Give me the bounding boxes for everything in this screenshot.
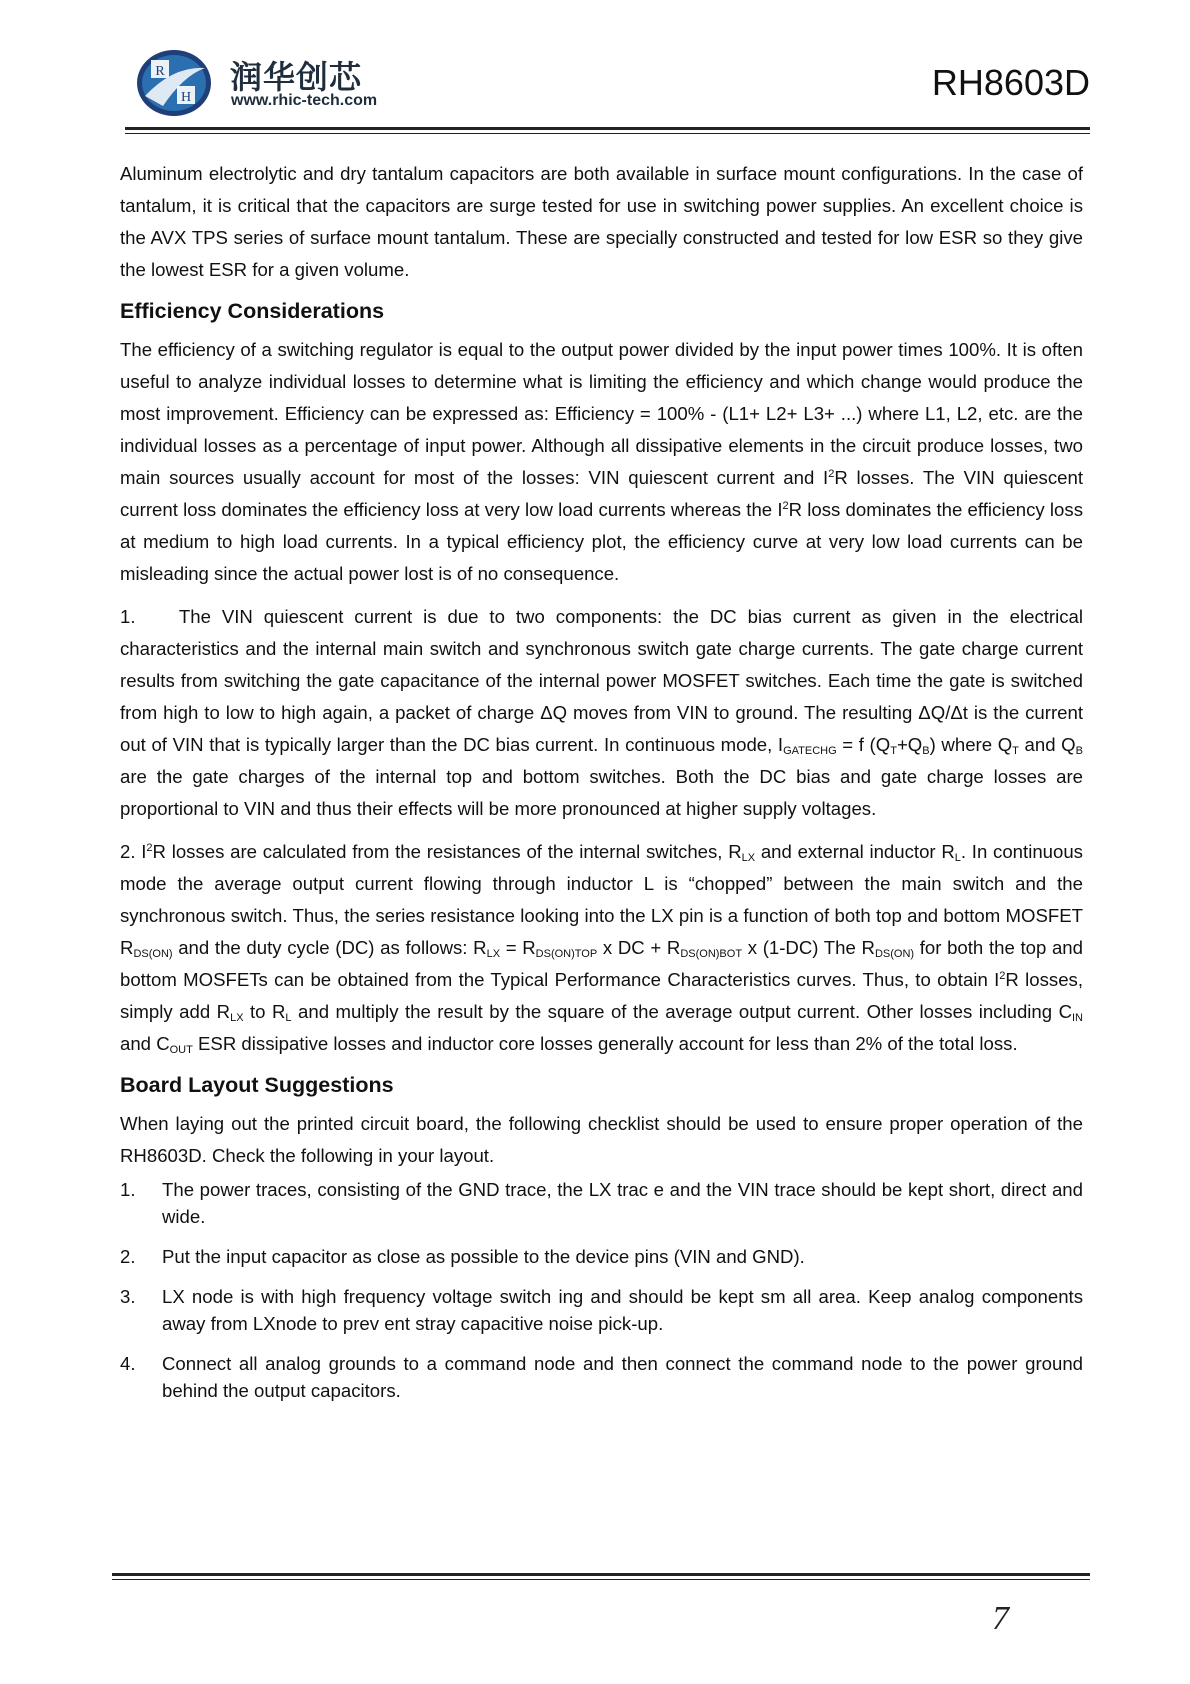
footer-rule	[112, 1573, 1090, 1576]
page-content	[120, 158, 1083, 1417]
company-logo-icon	[133, 46, 215, 120]
brand-url: www.rhic-tech.com	[231, 92, 378, 109]
footer-rule-thin	[112, 1579, 1090, 1580]
board-layout-heading: Board Layout Suggestions	[120, 1073, 394, 1097]
list-item: 1. The power traces, consisting of the GND trace, the LX trac e and the VIN trace should be kept short, direct and wide.	[120, 1179, 1083, 1227]
page-header	[125, 42, 1090, 132]
page-number: 7	[992, 1600, 1009, 1637]
brand-name: 润华创芯	[230, 58, 363, 96]
intro-paragraph: Aluminum electrolytic and dry tantalum capacitors are both available in surface mount configurations. In the case of tantalum, it is critical that the capacitors are surge tested for use in switching power supplies. An excellent choice is the AVX TPS series of surface mount tantalum. These are specially constructed and tested for low ESR so they give the lowest ESR for a given volume.	[120, 163, 1083, 280]
svg-text:R: R	[155, 64, 165, 79]
list-item: 4. Connect all analog grounds to a command node and then connect the command node to the power ground behind the output capacitors.	[120, 1353, 1083, 1401]
header-rule-thin	[125, 133, 1090, 134]
i2r-losses-paragraph: 2. $I^2R$ losses are calculated from the resistances of the internal switches, $R_{LX}$ and external inductor $R_L$. In continuous mode the average output current flowing through inductor L is “chopped” between the main switch and the synchronous switch. Thus, the series resistance looking into the LX pin is a function of both top and bottom MOSFET $R_{DS(ON)}$ and the duty cycle (DC) as follows: $R_{LX} = R_{DS(ON)TOP}$ x DC + $R_{DS(ON)BOT}$ x (1-DC) The $R_{DS(ON)}$ for both the top and bottom MOSFETs can be obtained from the Typical Performance Characteristics curves. Thus, to obtain $I^2R$ losses, simply add $R_{LX}$ to $R_L$ and multiply the result by the square of the average output current. Other losses including $C_{IN}$ and $C_{OUT}$ ESR dissipative losses and inductor core losses generally account for less than 2% of the total loss.	[120, 841, 1083, 1056]
svg-text:H: H	[180, 90, 192, 105]
list-item: 3. LX node is with high frequency voltage switch ing and should be kept sm all area. Keep analog components away from LXnode to prev ent stray capacitive noise pick-up.	[120, 1286, 1083, 1334]
efficiency-heading: Efficiency Considerations	[120, 299, 385, 323]
part-number: RH8603D	[931, 62, 1090, 103]
vin-quiescent-paragraph: 1. The VIN quiescent current is due to two components: the DC bias current as given in the electrical characteristics and the internal main switch and synchronous switch gate charge currents. The gate charge current results from switching the gate capacitance of the internal power MOSFET switches. Each time the gate is switched from high to low to high again, a packet of charge ΔQ moves from VIN to ground. The resulting ΔQ/Δt is the current out of VIN that is typically larger than the DC bias current. In continuous mode, $I_{GATECHG} = f$ $(Q_T+Q_B)$ where $Q_T$ and $Q_B$ are the gate charges of the internal top and bottom switches. Both the DC bias and gate charge losses are proportional to VIN and thus their effects will be more pronounced at higher supply voltages.	[120, 606, 1083, 819]
efficiency-paragraph: The efficiency of a switching regulator is equal to the output power divided by the input power times 100%. It is often useful to analyze individual losses to determine what is limiting the efficiency and which change would produce the most improvement. Efficiency can be expressed as: Efficiency = 100% - (L1+ L2+ L3+ ...) where L1, L2, etc. are the individual losses as a percentage of input power. Although all dissipative elements in the circuit produce losses, two main sources usually account for most of the losses: VIN quiescent current and $I^2R$ losses. The VIN quiescent current loss dominates the efficiency loss at very low load currents whereas the $I^2R$ loss dominates the efficiency loss at medium to high load currents. In a typical efficiency plot, the efficiency curve at very low load currents can be misleading since the actual power lost is of no consequence.	[120, 339, 1083, 584]
board-layout-intro: When laying out the printed circuit board, the following checklist should be used to ensure proper operation of the RH8603D. Check the following in your layout.	[120, 1113, 1083, 1166]
header-rule	[125, 127, 1090, 130]
layout-checklist	[120, 1176, 1083, 1404]
list-item: 2. Put the input capacitor as close as possible to the device pins (VIN and GND).	[120, 1246, 805, 1267]
